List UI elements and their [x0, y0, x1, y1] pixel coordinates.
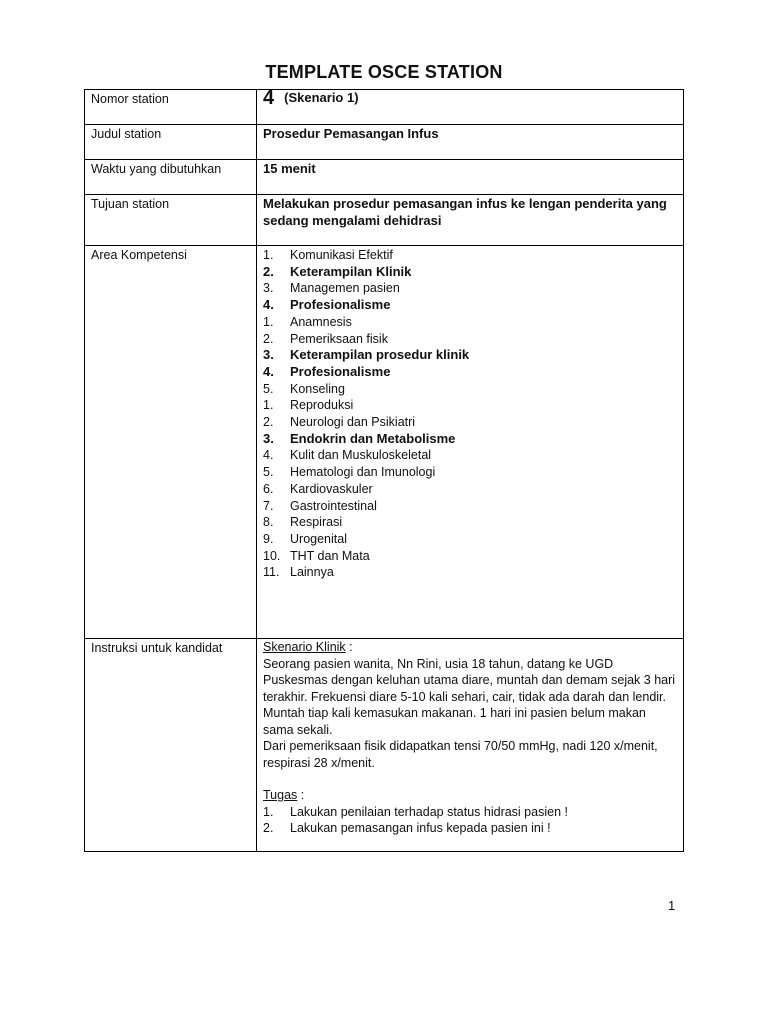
competency-item	[263, 314, 677, 331]
item-text: Urogenital	[290, 531, 347, 546]
row-area-kompetensi	[85, 246, 684, 639]
physical-exam-paragraph: Dari pemeriksaan fisik didapatkan tensi 70/50 mmHg, nadi 120 x/menit, respirasi 28 x/menit.	[263, 739, 658, 770]
item-number: 4.	[263, 297, 274, 313]
competency-item	[263, 498, 677, 515]
competency-group	[263, 247, 677, 314]
page-number: 1	[668, 898, 676, 913]
item-text: Keterampilan prosedur klinik	[290, 347, 470, 363]
row-label: Tujuan station	[91, 197, 170, 211]
item-text: Lakukan pemasangan infus kepada pasien ini !	[290, 821, 551, 836]
item-number: 4.	[263, 363, 274, 379]
item-number: 2.	[263, 415, 274, 430]
item-number: 3.	[263, 430, 274, 446]
item-text: Lakukan penilaian terhadap status hidrasi pasien !	[290, 804, 568, 819]
item-number: 8.	[263, 515, 274, 530]
competency-item	[263, 414, 677, 431]
row-label: Area Kompetensi	[91, 248, 187, 262]
competency-item	[263, 297, 677, 314]
item-number: 9.	[263, 531, 274, 546]
competency-item	[263, 514, 677, 531]
row-waktu	[85, 160, 684, 195]
item-number: 3.	[263, 347, 274, 363]
competency-item	[263, 331, 677, 348]
item-number: 10.	[263, 548, 281, 563]
osce-table	[84, 89, 684, 852]
label-cell	[85, 195, 257, 246]
item-number: 7.	[263, 498, 274, 513]
competency-item	[263, 264, 677, 281]
competency-item	[263, 531, 677, 548]
item-number: 2.	[263, 821, 274, 836]
competency-group	[263, 397, 677, 581]
value-cell	[257, 160, 684, 195]
spacer	[263, 771, 677, 787]
competency-lists	[263, 247, 677, 581]
value-cell	[257, 246, 684, 639]
station-number: 4	[263, 87, 275, 109]
item-text: Gastrointestinal	[290, 498, 377, 513]
competency-item	[263, 464, 677, 481]
item-number: 2.	[263, 331, 274, 346]
item-number: 3.	[263, 281, 274, 296]
task-heading: Tugas	[263, 788, 298, 802]
label-cell	[85, 246, 257, 639]
competency-item	[263, 548, 677, 565]
item-number: 5.	[263, 381, 274, 396]
page-title: TEMPLATE OSCE STATION	[265, 62, 503, 82]
competency-item	[263, 247, 677, 264]
competency-item	[263, 280, 677, 297]
value-cell	[257, 125, 684, 160]
task-item	[263, 804, 677, 821]
item-number: 1.	[263, 248, 274, 262]
item-text: Managemen pasien	[290, 281, 400, 296]
item-text: Keterampilan Klinik	[290, 263, 412, 279]
item-text: Respirasi	[290, 515, 343, 530]
competency-item	[263, 364, 677, 381]
item-number: 11.	[263, 565, 280, 580]
item-number: 4.	[263, 448, 274, 463]
competency-group	[263, 314, 677, 398]
scenario-paragraph: Seorang pasien wanita, Nn Rini, usia 18 tahun, datang ke UGD Puskesmas dengan keluhan utama diare, muntah dan demam sejak 3 hari terakhir. Frekuensi diare 5-10 kali sehari, cair, tidak ada darah dan lendir. Muntah tiap kali kemasukan makanan. 1 hari ini pasien belum makan sama sekali.	[263, 656, 676, 737]
item-number: 1.	[263, 804, 274, 819]
item-number: 2.	[263, 263, 274, 279]
item-text: Komunikasi Efektif	[290, 248, 393, 262]
label-cell	[85, 639, 257, 852]
row-nomor-station	[85, 90, 684, 125]
label-cell	[85, 125, 257, 160]
task-item	[263, 820, 677, 837]
item-text: Endokrin dan Metabolisme	[290, 430, 456, 446]
competency-item	[263, 481, 677, 498]
row-label: Judul station	[91, 127, 162, 141]
row-label: Instruksi untuk kandidat	[91, 641, 223, 655]
row-label: Waktu yang dibutuhkan	[91, 162, 222, 176]
item-text: Kulit dan Muskuloskeletal	[290, 448, 432, 463]
row-tujuan-station	[85, 195, 684, 246]
scenario-heading-colon: :	[345, 640, 353, 654]
item-text: Reproduksi	[290, 398, 354, 413]
item-text: Lainnya	[290, 565, 334, 580]
competency-item	[263, 564, 677, 581]
duration-value: 15 menit	[263, 161, 316, 176]
item-text: Konseling	[290, 381, 345, 396]
task-heading-colon: :	[297, 788, 305, 802]
item-number: 1.	[263, 314, 274, 329]
item-text: Hematologi dan Imunologi	[290, 465, 436, 480]
item-text: Pemeriksaan fisik	[290, 331, 388, 346]
item-text: Anamnesis	[290, 314, 352, 329]
item-text: Profesionalisme	[290, 297, 391, 313]
scenario-heading: Skenario Klinik	[263, 640, 346, 654]
task-heading-line	[263, 787, 677, 804]
scenario-heading-line	[263, 639, 677, 656]
competency-item	[263, 431, 677, 448]
value-cell	[257, 195, 684, 246]
label-cell	[85, 90, 257, 125]
competency-item	[263, 447, 677, 464]
item-number: 6.	[263, 481, 274, 496]
item-text: Kardiovaskuler	[290, 481, 373, 496]
station-title: Prosedur Pemasangan Infus	[263, 126, 439, 141]
competency-item	[263, 397, 677, 414]
item-text: Neurologi dan Psikiatri	[290, 415, 416, 430]
item-number: 1.	[263, 398, 274, 413]
task-list	[263, 804, 677, 837]
label-cell	[85, 160, 257, 195]
item-text: THT dan Mata	[290, 548, 370, 563]
row-label: Nomor station	[91, 92, 169, 106]
value-cell	[257, 87, 684, 125]
scenario-label: (Skenario 1)	[284, 90, 359, 105]
row-instruksi	[85, 639, 684, 852]
competency-item	[263, 347, 677, 364]
item-text: Profesionalisme	[290, 363, 391, 379]
value-cell	[257, 639, 684, 852]
row-judul-station	[85, 125, 684, 160]
objective-text: Melakukan prosedur pemasangan infus ke lengan penderita yang sedang mengalami dehidrasi	[263, 196, 667, 228]
item-number: 5.	[263, 465, 274, 480]
competency-item	[263, 381, 677, 398]
